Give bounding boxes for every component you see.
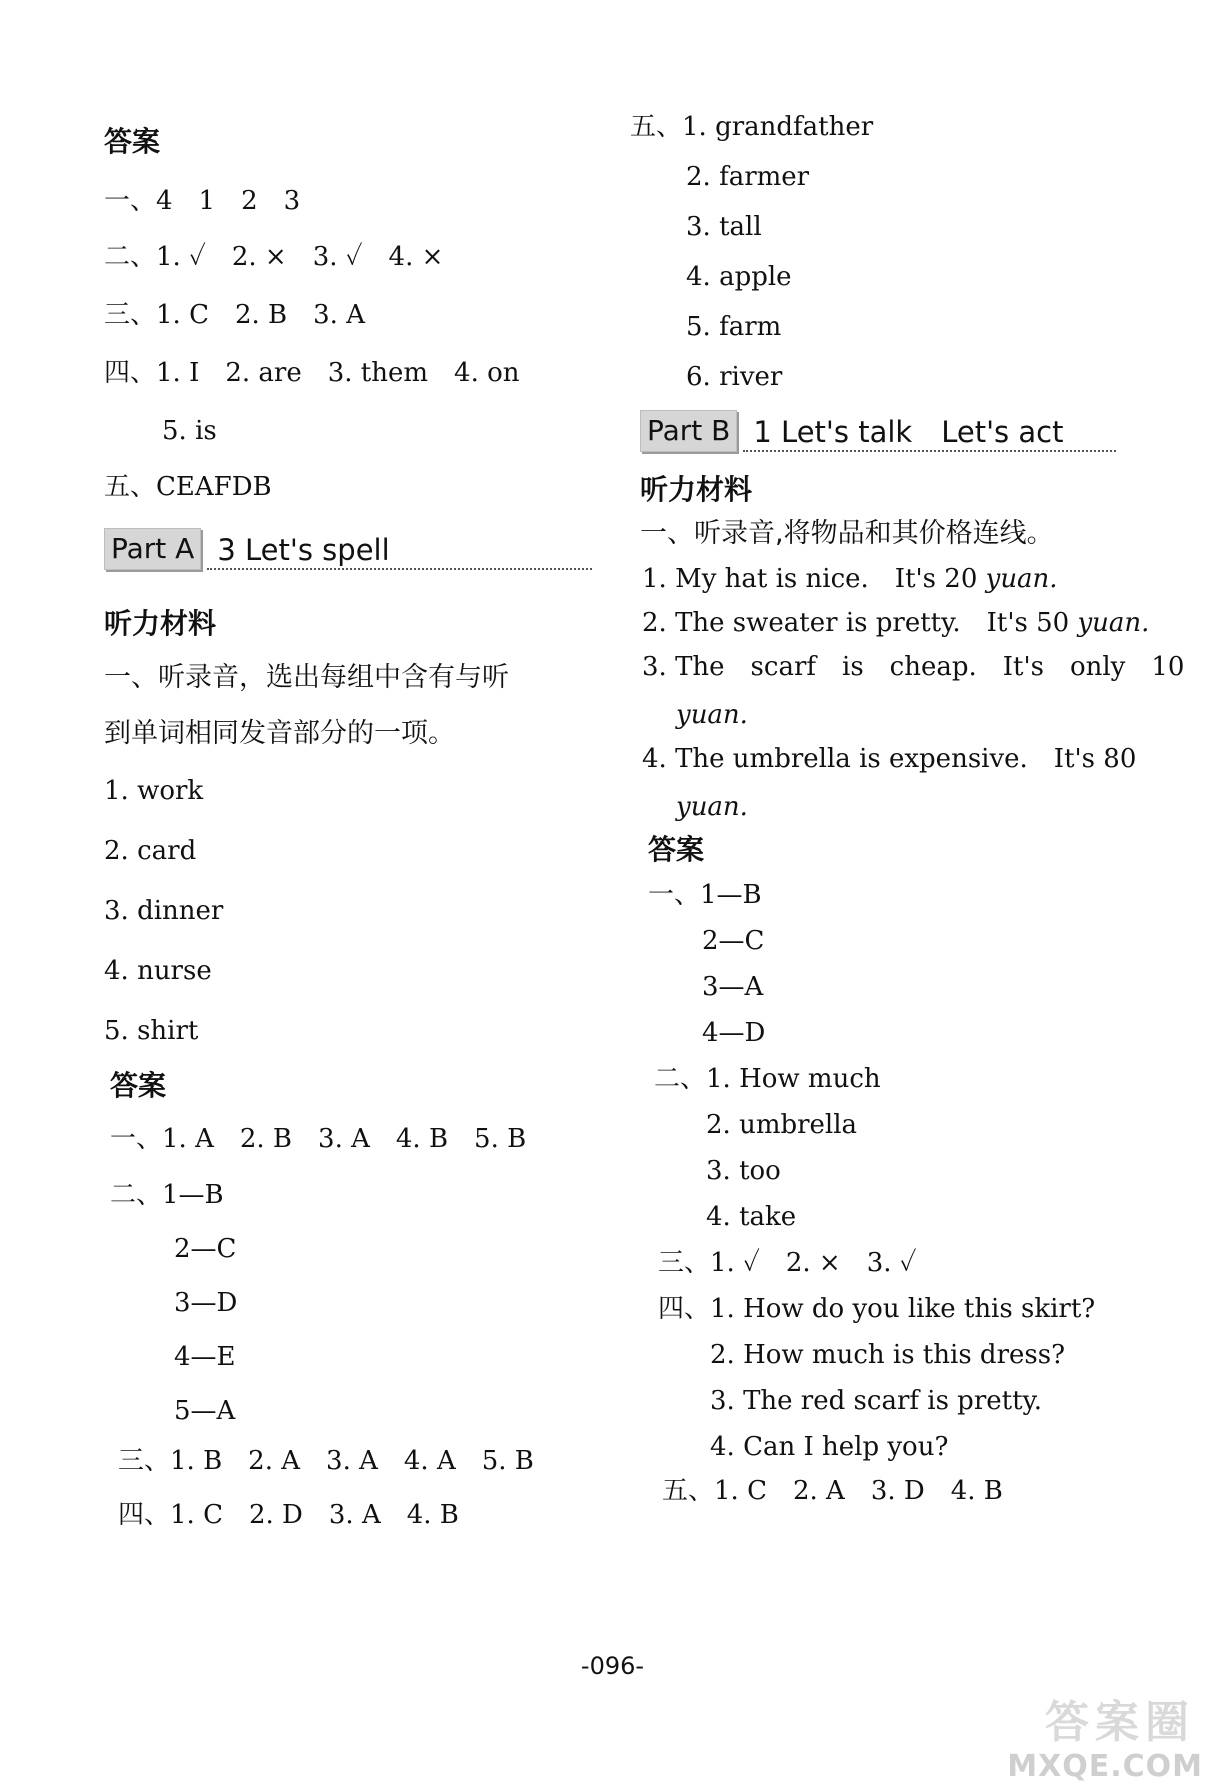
sentence: 2. The sweater is pretty. It's 50 yuan. — [642, 608, 1150, 638]
page-number: -096- — [580, 1652, 645, 1680]
answer-line: 5—A — [174, 1396, 236, 1426]
answers-heading: 答案 — [104, 125, 161, 158]
question-text: 到单词相同发音部分的一项。 — [104, 718, 455, 749]
watermark-text-cn: 答案圈 — [1045, 1697, 1195, 1748]
part-tag: Part A — [104, 528, 201, 570]
watermark-text-en: MXQE.COM — [1007, 1749, 1203, 1784]
answer-line: 4. apple — [686, 262, 792, 292]
listening-heading: 听力材料 — [640, 473, 753, 506]
answer-line: 四、1. C 2. D 3. A 4. B — [118, 1500, 459, 1530]
answer-line: 2. farmer — [686, 162, 810, 192]
sentence: 1. My hat is nice. It's 20 yuan. — [642, 564, 1058, 594]
answer-line: 四、1. I 2. are 3. them 4. on — [104, 358, 520, 388]
answer-line: 2. How much is this dress? — [710, 1340, 1066, 1370]
word-item: 2. card — [104, 836, 197, 866]
answer-line: 4—D — [702, 1018, 766, 1048]
answer-line: 一、1. A 2. B 3. A 4. B 5. B — [110, 1124, 527, 1154]
answer-line: 2. umbrella — [706, 1110, 858, 1140]
question-text: 一、听录音,将物品和其价格连线。 — [640, 518, 1054, 549]
left-column — [104, 120, 604, 1530]
answer-line: 3—D — [174, 1288, 238, 1318]
answer-line: 6. river — [686, 362, 783, 392]
answer-line: 三、1. ✓ 2. × 3. ✓ — [658, 1248, 917, 1278]
answer-line: 4. take — [706, 1202, 797, 1232]
answer-line: 5. is — [162, 416, 217, 446]
answer-line: 3. The red scarf is pretty. — [710, 1386, 1043, 1416]
answer-line: 2—C — [702, 926, 765, 956]
section-header-part-b — [640, 404, 1116, 452]
answer-line: 三、1. C 2. B 3. A — [104, 300, 365, 330]
part-title: 1 Let's talk Let's act — [743, 414, 1116, 452]
listening-heading: 听力材料 — [104, 607, 217, 640]
answer-line: 3—A — [702, 972, 764, 1002]
answer-line: 5. farm — [686, 312, 782, 342]
part-tag: Part B — [640, 410, 737, 452]
sentence: 3. The scarf is cheap. It's only 10 — [642, 652, 1185, 682]
sentence-continuation: yuan. — [676, 700, 748, 730]
word-item: 5. shirt — [104, 1016, 199, 1046]
answer-line: 2—C — [174, 1234, 237, 1264]
answer-line: 4. Can I help you? — [710, 1432, 949, 1462]
answer-line: 4—E — [174, 1342, 236, 1372]
word-item: 1. work — [104, 776, 204, 806]
question-text: 一、听录音，选出每组中含有与听 — [104, 662, 509, 693]
answer-line: 五、CEAFDB — [104, 472, 272, 502]
section-header-part-a — [104, 522, 592, 570]
answer-line: 一、1—B — [648, 880, 762, 910]
answers-heading: 答案 — [110, 1069, 167, 1102]
answers-heading: 答案 — [648, 833, 705, 866]
sentence-continuation: yuan. — [676, 792, 748, 822]
answer-line: 五、1. grandfather — [630, 112, 874, 142]
answer-line: 四、1. How do you like this skirt? — [658, 1294, 1096, 1324]
answer-line: 一、4 1 2 3 — [104, 186, 301, 216]
answer-line: 3. too — [706, 1156, 781, 1186]
answer-line: 二、1—B — [110, 1180, 224, 1210]
part-title: 3 Let's spell — [207, 532, 592, 570]
answer-line: 三、1. B 2. A 3. A 4. A 5. B — [118, 1446, 534, 1476]
sentence: 4. The umbrella is expensive. It's 80 — [642, 744, 1137, 774]
word-item: 3. dinner — [104, 896, 224, 926]
answer-line: 五、1. C 2. A 3. D 4. B — [662, 1476, 1003, 1506]
answer-line: 3. tall — [686, 212, 762, 242]
answer-line: 二、1. How much — [654, 1064, 881, 1094]
word-item: 4. nurse — [104, 956, 212, 986]
right-column — [630, 112, 1185, 1506]
answer-line: 二、1. ✓ 2. × 3. ✓ 4. × — [104, 242, 444, 272]
